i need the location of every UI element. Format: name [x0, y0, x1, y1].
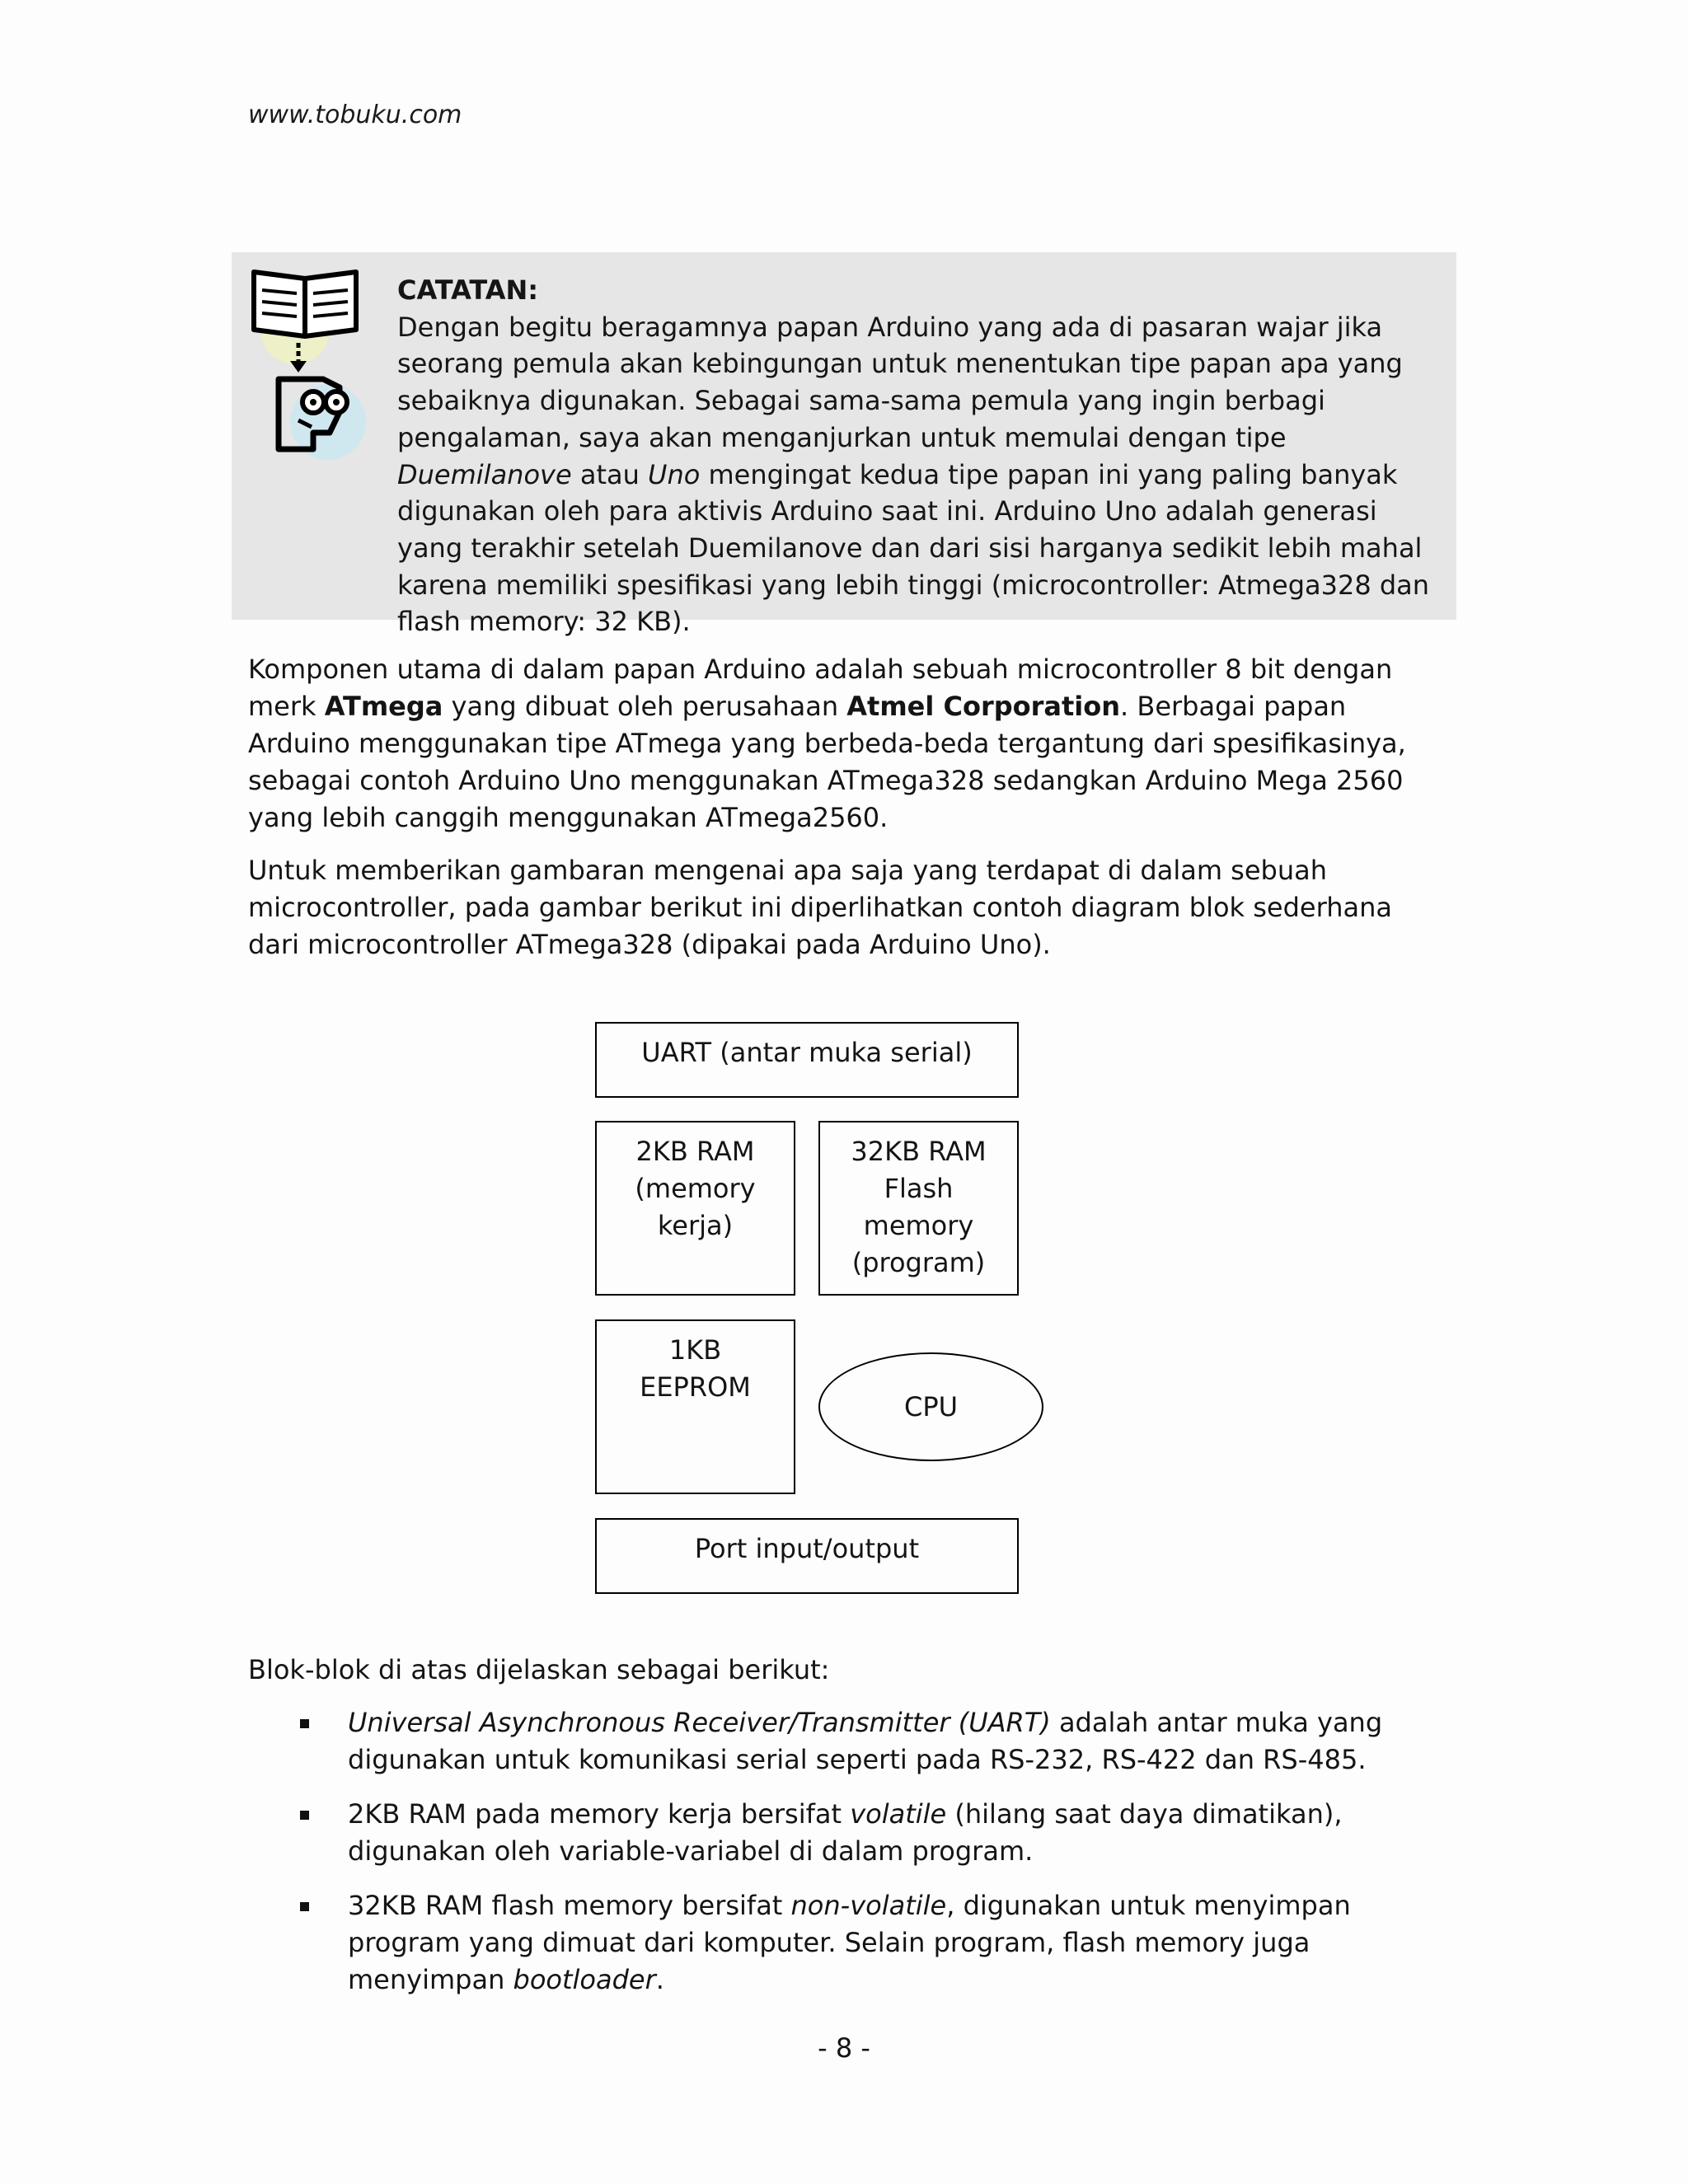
bullet-text [348, 1707, 1382, 1775]
flash-line: Flash [884, 1173, 954, 1204]
italic-text: bootloader [513, 1964, 656, 1995]
flash-line: (program) [851, 1247, 986, 1278]
italic-text: volatile [850, 1798, 947, 1830]
bold-text: ATmega [324, 691, 443, 722]
paragraph-diagram-intro: Untuk memberikan gambaran mengenai apa saja yang terdapat di dalam sebuah microcontroller, pada gambar berikut ini diperlihatkan contoh diagram blok sederhana dari microcontroller ATmega328 (dipakai pada Arduino Uno). [248, 855, 1392, 960]
italic-text: Uno [648, 458, 701, 490]
text-run: . [655, 1964, 664, 1995]
list-item [297, 1887, 1451, 1999]
cpu-ellipse: CPU [818, 1352, 1043, 1461]
book-reader-icon [247, 264, 375, 470]
bold-text: Atmel Corporation [846, 691, 1121, 722]
ram-line: kerja) [657, 1210, 734, 1241]
bullet-text [348, 1798, 1343, 1867]
italic-text: Duemilanove [397, 458, 572, 490]
paragraph-atmega [248, 651, 1443, 837]
italic-text: Universal Asynchronous Receiver/Transmitter (UART) [348, 1707, 1051, 1738]
text-run: (hilang saat daya dimatikan), digunakan oleh variable-variabel di dalam program. [348, 1798, 1343, 1867]
eeprom-line: 1KB [668, 1334, 722, 1366]
text-run: atau [571, 458, 649, 490]
ram-line: 2KB RAM [635, 1136, 755, 1167]
bullet-list [297, 1704, 1451, 2016]
italic-text: non-volatile [790, 1890, 947, 1921]
text-run: Komponen utama di dalam papan Arduino adalah sebuah microcontroller 8 bit dengan merk [248, 654, 1393, 722]
uart-block: UART (antar muka serial) [595, 1022, 1019, 1098]
text-run: mengingat kedua tipe papan ini yang paling banyak digunakan oleh para aktivis Arduino saat ini. Arduino Uno adalah generasi yang terakhir setelah Duemilanove dan dari sisi harganya sedikit lebih mahal karena memiliki spesifikasi yang lebih tinggi (microcontroller: Atmega328 dan flash memory: 32 KB). [397, 458, 1430, 638]
page-number: - 8 - [818, 2032, 870, 2064]
ram-line: (memory [635, 1173, 756, 1204]
eeprom-line: EEPROM [640, 1371, 751, 1403]
note-body [397, 312, 1429, 638]
note-text [397, 272, 1444, 640]
eeprom-block [595, 1319, 795, 1494]
bullet-square-icon [300, 1811, 309, 1820]
list-item [297, 1704, 1451, 1779]
text-run: . Berbagai papan Arduino menggunakan tipe ATmega yang berbeda-beda tergantung dari spesifikasinya, sebagai contoh Arduino Uno menggunakan ATmega328 sedangkan Arduino Mega 2560 yang lebih canggih menggunakan ATmega2560. [248, 691, 1406, 833]
note-title: CATATAN: [397, 274, 539, 306]
ram-block [595, 1121, 795, 1296]
list-item [297, 1796, 1451, 1870]
bullet-square-icon [300, 1719, 309, 1728]
header-url: www.tobuku.com [248, 101, 462, 129]
text-run: , digunakan untuk menyimpan program yang dimuat dari komputer. Selain program, flash memory juga menyimpan [348, 1890, 1351, 1995]
bullet-square-icon [300, 1902, 309, 1911]
text-run: yang dibuat oleh perusahaan [443, 691, 847, 722]
flash-block [818, 1121, 1019, 1296]
text-run: 2KB RAM pada memory kerja bersifat [348, 1798, 851, 1830]
text-run: 32KB RAM flash memory bersifat [348, 1890, 791, 1921]
text-run: adalah antar muka yang digunakan untuk komunikasi serial seperti pada RS-232, RS-422 dan RS-485. [348, 1707, 1383, 1775]
bullet-text [348, 1890, 1351, 1995]
text-run: Dengan begitu beragamnya papan Arduino yang ada di pasaran wajar jika seorang pemula akan kebingungan untuk menentukan tipe papan apa yang sebaiknya digunakan. Sebagai sama-sama pemula yang ingin berbagi pengalaman, saya akan menganjurkan untuk memulai dengan tipe [397, 311, 1403, 453]
blocks-intro: Blok-blok di atas dijelaskan sebagai berikut: [248, 1654, 830, 1685]
port-block: Port input/output [595, 1518, 1019, 1594]
flash-line: 32KB RAM [851, 1136, 987, 1167]
flash-line: memory [863, 1210, 974, 1241]
